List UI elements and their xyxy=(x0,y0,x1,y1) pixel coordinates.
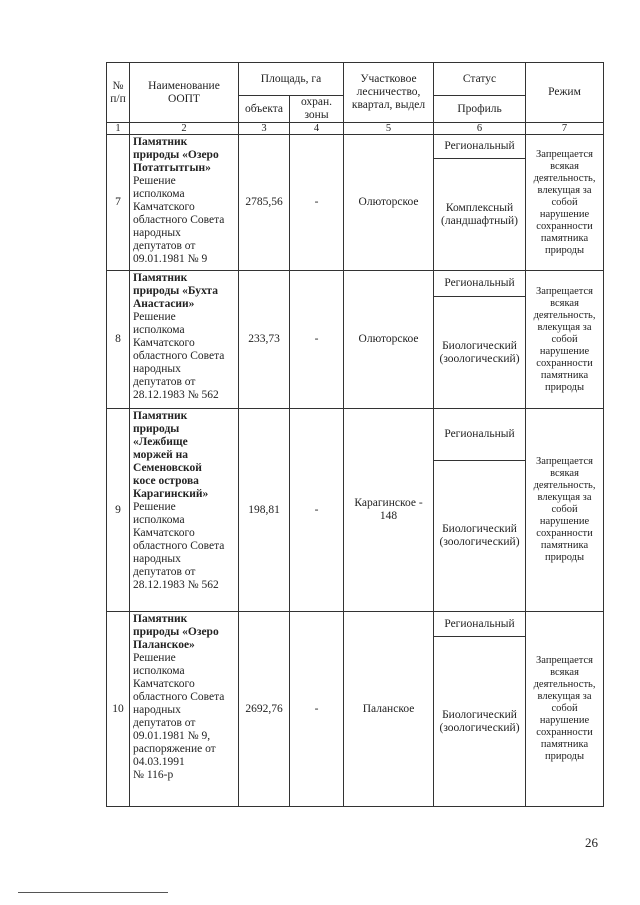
area-zone-value: - xyxy=(290,409,344,612)
area-name-cell xyxy=(130,271,239,409)
header-regime: Режим xyxy=(526,63,604,123)
page-number: 26 xyxy=(585,835,598,850)
area-zone-value: - xyxy=(290,271,344,409)
regime-value: Запрещается всякая деятельность, влекущая за собой нарушение сохранности памятника природы xyxy=(526,409,604,612)
forestry-value: Олюторское xyxy=(344,135,434,271)
row-number: 10 xyxy=(107,612,130,807)
column-number: 3 xyxy=(239,123,290,135)
profile-value: Биологический (зоологический) xyxy=(434,461,526,612)
area-object-value: 198,81 xyxy=(239,409,290,612)
protected-areas-table xyxy=(106,62,604,807)
area-decision: Решение исполкома Камчатского областного Совета народных депутатов от 09.01.1981 № 9 xyxy=(133,175,225,265)
header-profile: Профиль xyxy=(434,96,526,123)
footer-rule xyxy=(18,892,168,893)
header-name: Наименование ООПТ xyxy=(130,63,239,123)
column-number: 1 xyxy=(107,123,130,135)
area-decision: Решение исполкома Камчатского областного Совета народных депутатов от 09.01.1981 № 9, распоряжение от 04.03.1991 № 116-р xyxy=(133,652,225,781)
area-zone-value: - xyxy=(290,135,344,271)
forestry-value: Олюторское xyxy=(344,271,434,409)
area-title: Памятник природы «Озеро Потатгытгын» xyxy=(133,136,219,174)
forestry-value: Карагинское - 148 xyxy=(344,409,434,612)
row-number: 8 xyxy=(107,271,130,409)
area-object-value: 2785,56 xyxy=(239,135,290,271)
header-area-object: объекта xyxy=(239,96,290,123)
area-title: Памятник природы «Бухта Анастасии» xyxy=(133,272,218,310)
regime-value: Запрещается всякая деятельность, влекущая за собой нарушение сохранности памятника природы xyxy=(526,135,604,271)
area-decision: Решение исполкома Камчатского областного Совета народных депутатов от 28.12.1983 № 562 xyxy=(133,501,225,591)
profile-value: Биологический (зоологический) xyxy=(434,637,526,807)
column-number: 6 xyxy=(434,123,526,135)
column-number: 2 xyxy=(130,123,239,135)
area-name-cell xyxy=(130,612,239,807)
row-number: 7 xyxy=(107,135,130,271)
area-object-value: 2692,76 xyxy=(239,612,290,807)
header-status: Статус xyxy=(434,63,526,96)
status-value: Региональный xyxy=(434,135,526,159)
profile-value: Биологический (зоологический) xyxy=(434,297,526,409)
area-name-cell xyxy=(130,409,239,612)
area-title: Памятник природы «Озеро Паланское» xyxy=(133,613,219,651)
area-zone-value: - xyxy=(290,612,344,807)
profile-value: Комплексный (ландшафтный) xyxy=(434,159,526,271)
status-value: Региональный xyxy=(434,612,526,637)
row-number: 9 xyxy=(107,409,130,612)
header-area: Площадь, га xyxy=(239,63,344,96)
area-title: Памятник природы «Лежбище моржей на Семеновской косе острова Карагинский» xyxy=(133,410,209,500)
area-object-value: 233,73 xyxy=(239,271,290,409)
forestry-value: Паланское xyxy=(344,612,434,807)
regime-value: Запрещается всякая деятельность, влекущая за собой нарушение сохранности памятника природы xyxy=(526,612,604,807)
status-value: Региональный xyxy=(434,271,526,297)
area-name-cell xyxy=(130,135,239,271)
header-forestry: Участковое лесничество, квартал, выдел xyxy=(344,63,434,123)
regime-value: Запрещается всякая деятельность, влекущая за собой нарушение сохранности памятника природы xyxy=(526,271,604,409)
area-decision: Решение исполкома Камчатского областного Совета народных депутатов от 28.12.1983 № 562 xyxy=(133,311,225,401)
column-number: 4 xyxy=(290,123,344,135)
column-number: 7 xyxy=(526,123,604,135)
header-area-zone: охран. зоны xyxy=(290,96,344,123)
status-value: Региональный xyxy=(434,409,526,461)
header-num: № п/п xyxy=(107,63,130,123)
column-number: 5 xyxy=(344,123,434,135)
